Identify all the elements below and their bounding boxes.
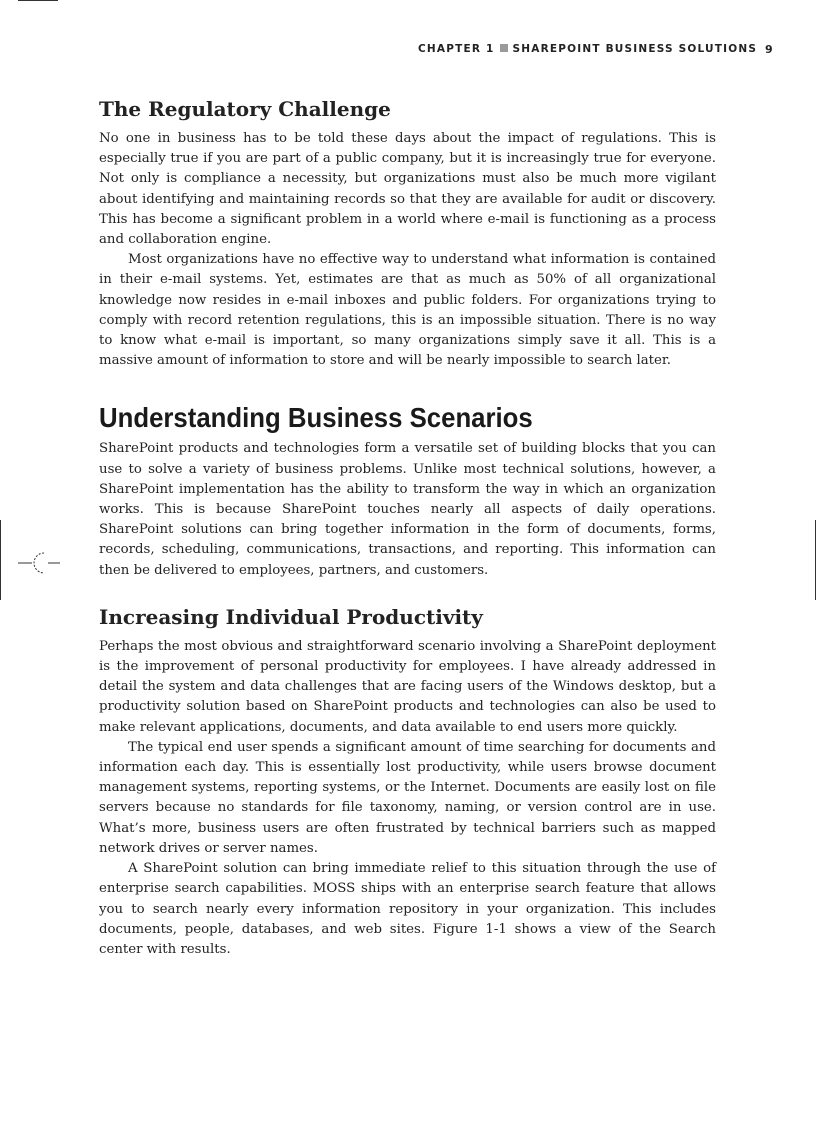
paragraph: A SharePoint solution can bring immediate relief to this situation through the use of enterprise search capabilities. MOSS ships with an enterprise search feature that allows you to search nearly every information repository in your organization. This includes documents, people, databases, and web sites. Figure 1-1 shows a view of the Search center with results. xyxy=(99,861,716,957)
page-number: 9 xyxy=(765,43,773,56)
heading-increasing-individual-productivity: Increasing Individual Productivity xyxy=(99,604,483,629)
heading-understanding-business-scenarios: Understanding Business Scenarios xyxy=(99,402,533,434)
crop-mark-top xyxy=(18,0,58,1)
running-head-chapter xyxy=(418,43,757,55)
crop-mark-left xyxy=(0,520,1,600)
heading-regulatory-challenge: The Regulatory Challenge xyxy=(99,97,391,121)
separator-square-icon xyxy=(500,44,508,52)
paragraph: Perhaps the most obvious and straightforward scenario involving a SharePoint deployment is the improvement of personal productivity for employees. I have already addressed in detail the system and data challenges that are facing users of the Windows desktop, but a productivity solution based on SharePoint products and technologies can also be used to make relevant applications, documents, and data available to end users more quickly. xyxy=(99,638,716,735)
paragraph: The typical end user spends a significant amount of time searching for documents and information each day. This is essentially lost productivity, while users browse document management systems, reporting systems, or the Internet. Documents are easily lost on file servers because no standards for file taxonomy, naming, or version control are in use. What’s more, business users are often frustrated by technical barriers such as mapped network drives or server names. xyxy=(99,739,716,856)
chapter-title: SHAREPOINT BUSINESS SOLUTIONS xyxy=(512,43,758,55)
registration-mark-icon xyxy=(18,549,60,577)
paragraph: SharePoint products and technologies form a versatile set of building blocks that you can use to solve a variety of business problems. Unlike most technical solutions, however, a SharePoint implementation has the ability to transform the way in which an organization works. This is because SharePoint touches nearly all aspects of daily operations. SharePoint solutions can bring together information in the form of documents, forms, records, scheduling, communications, transactions, and reporting. This information can then be delivered to employees, partners, and customers. xyxy=(99,441,716,578)
chapter-label: CHAPTER 1 xyxy=(418,43,495,55)
running-head xyxy=(0,43,816,59)
paragraph: No one in business has to be told these days about the impact of regulations. This is especially true if you are part of a public company, but it is increasingly true for everyone. Not only is compliance a necessity, but organizations must also be much more vigilant about identifying and maintaining records so that they are available for audit or discovery. This has become a significant problem in a world where e-mail is functioning as a process and collaboration engine. xyxy=(99,131,716,248)
page-body xyxy=(99,95,716,960)
paragraph: Most organizations have no effective way to understand what information is contained in their e-mail systems. Yet, estimates are that as much as 50% of all organizational knowledge now resides in e-mail inboxes and public folders. For organizations trying to comply with record retention regulations, this is an impossible situation. There is no way to know what e-mail is important, so many organizations simply save it all. This is a massive amount of information to store and will be nearly impossible to search later. xyxy=(99,252,716,369)
